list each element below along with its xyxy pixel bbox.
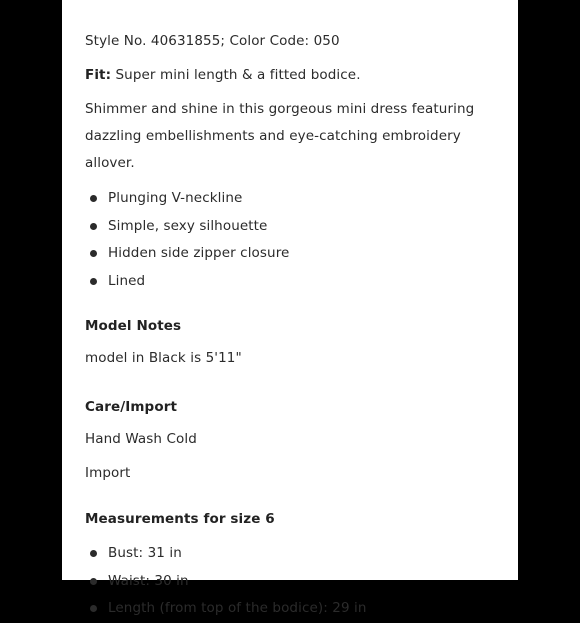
care-import-heading: Care/Import xyxy=(85,399,178,415)
bullet-icon xyxy=(90,578,97,585)
feature-item xyxy=(85,240,505,268)
bullet-icon xyxy=(90,250,97,257)
feature-item xyxy=(85,213,505,241)
feature-text: Lined xyxy=(108,272,146,289)
measurement-item xyxy=(85,540,505,568)
bullet-icon xyxy=(90,550,97,557)
bullet-icon xyxy=(90,605,97,612)
measurement-text: Bust: 31 in xyxy=(108,545,182,561)
feature-list xyxy=(85,185,505,295)
bullet-icon xyxy=(90,278,97,285)
measurement-item xyxy=(85,568,505,596)
description-line-1: Shimmer and shine in this gorgeous mini dress featuring xyxy=(85,101,475,117)
feature-item xyxy=(85,268,505,296)
product-details-content xyxy=(85,28,505,623)
measurement-text: Length (from top of the bodice): 29 in xyxy=(108,600,367,616)
measurements-list xyxy=(85,540,505,623)
bullet-icon xyxy=(90,223,97,230)
feature-text: Hidden side zipper closure xyxy=(108,245,290,261)
feature-text: Simple, sexy silhouette xyxy=(108,217,268,234)
care-instructions-text: Hand Wash Cold xyxy=(85,431,197,447)
product-details-panel xyxy=(62,0,518,616)
description-line-2: dazzling embellishments and eye-catching embroidery allover. xyxy=(85,128,461,171)
model-notes-heading: Model Notes xyxy=(85,318,182,334)
fit-text: Super mini length & a fitted bodice. xyxy=(115,67,361,83)
bullet-icon xyxy=(90,195,97,202)
feature-item xyxy=(85,185,505,213)
fit-label: Fit: xyxy=(85,67,112,83)
measurement-text: Waist: 30 in xyxy=(108,572,189,589)
style-number-text: Style No. 40631855; Color Code: 050 xyxy=(85,33,340,49)
feature-text: Plunging V-neckline xyxy=(108,190,243,206)
import-text: Import xyxy=(85,465,131,481)
measurement-item xyxy=(85,595,505,623)
product-description xyxy=(85,96,505,177)
model-notes-text: model in Black is 5'11" xyxy=(85,350,242,366)
fit-line xyxy=(85,62,505,89)
measurements-heading: Measurements for size 6 xyxy=(85,511,275,527)
